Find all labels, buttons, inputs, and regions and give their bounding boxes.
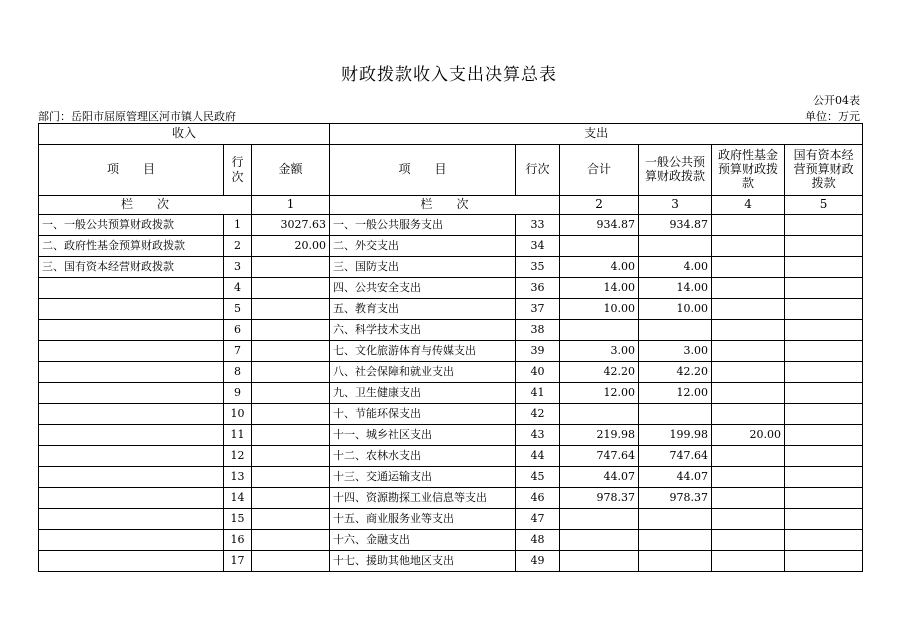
expense-item-cell: 九、卫生健康支出 <box>330 383 516 404</box>
income-item-cell <box>39 341 224 362</box>
income-row-no-cell: 13 <box>224 467 252 488</box>
income-item-cell <box>39 446 224 467</box>
income-item-cell <box>39 467 224 488</box>
gov-fund-cell <box>712 488 785 509</box>
gov-fund-cell <box>712 362 785 383</box>
income-amount-cell <box>252 320 330 341</box>
income-row-no-cell: 1 <box>224 215 252 236</box>
expense-item-cell: 一、一般公共服务支出 <box>330 215 516 236</box>
income-row-no-cell: 15 <box>224 509 252 530</box>
expense-column-label: 栏 次 <box>330 196 560 215</box>
income-item-cell <box>39 530 224 551</box>
expense-item-cell: 十、节能环保支出 <box>330 404 516 425</box>
general-budget-cell: 3.00 <box>639 341 712 362</box>
income-item-header: 项 目 <box>39 145 224 196</box>
income-amount-cell: 20.00 <box>252 236 330 257</box>
total-cell: 219.98 <box>560 425 639 446</box>
general-budget-cell <box>639 404 712 425</box>
expense-item-cell: 二、外交支出 <box>330 236 516 257</box>
general-budget-cell <box>639 236 712 257</box>
expense-section-header: 支出 <box>330 124 863 145</box>
income-row-no-cell: 6 <box>224 320 252 341</box>
gov-fund-cell <box>712 341 785 362</box>
total-cell: 42.20 <box>560 362 639 383</box>
expense-row-no-cell: 36 <box>516 278 560 299</box>
income-row-no-cell: 2 <box>224 236 252 257</box>
soe-capital-cell <box>785 404 863 425</box>
income-amount-cell: 3027.63 <box>252 215 330 236</box>
soe-capital-cell <box>785 215 863 236</box>
income-row-no-cell: 3 <box>224 257 252 278</box>
general-budget-cell <box>639 551 712 572</box>
income-amount-cell <box>252 551 330 572</box>
income-amount-cell <box>252 425 330 446</box>
table-row <box>39 425 863 446</box>
income-item-cell <box>39 383 224 404</box>
total-header: 合计 <box>560 145 639 196</box>
expense-item-cell: 六、科学技术支出 <box>330 320 516 341</box>
income-amount-cell <box>252 257 330 278</box>
table-row <box>39 509 863 530</box>
expense-row-no-cell: 38 <box>516 320 560 341</box>
income-row-no-header <box>224 145 252 196</box>
income-amount-cell <box>252 509 330 530</box>
total-cell: 747.64 <box>560 446 639 467</box>
total-cell: 44.07 <box>560 467 639 488</box>
expense-row-no-cell: 41 <box>516 383 560 404</box>
soe-capital-cell <box>785 320 863 341</box>
general-budget-header: 一般公共预算财政拨款 <box>639 145 712 196</box>
expense-row-no-cell: 44 <box>516 446 560 467</box>
department-label: 部门：岳阳市屈原管理区河市镇人民政府 <box>38 110 236 123</box>
column-number-row <box>39 196 863 215</box>
expense-item-cell: 五、教育支出 <box>330 299 516 320</box>
gov-fund-cell <box>712 215 785 236</box>
total-cell <box>560 320 639 341</box>
expense-row-no-cell: 49 <box>516 551 560 572</box>
total-cell <box>560 551 639 572</box>
table-row <box>39 257 863 278</box>
table-row <box>39 362 863 383</box>
income-row-no-cell: 14 <box>224 488 252 509</box>
table-row <box>39 236 863 257</box>
gov-fund-cell <box>712 383 785 404</box>
total-cell <box>560 530 639 551</box>
soe-capital-cell <box>785 551 863 572</box>
general-budget-cell: 978.37 <box>639 488 712 509</box>
income-amount-cell <box>252 404 330 425</box>
fund-column-number: 4 <box>712 196 785 215</box>
general-budget-cell: 199.98 <box>639 425 712 446</box>
income-row-no-cell: 16 <box>224 530 252 551</box>
general-column-number: 3 <box>639 196 712 215</box>
column-header-row <box>39 145 863 196</box>
income-amount-cell <box>252 467 330 488</box>
table-row <box>39 215 863 236</box>
expense-row-no-cell: 40 <box>516 362 560 383</box>
income-row-no-cell: 17 <box>224 551 252 572</box>
gov-fund-header: 政府性基金预算财政拨款 <box>712 145 785 196</box>
expense-item-cell: 三、国防支出 <box>330 257 516 278</box>
income-item-cell <box>39 551 224 572</box>
income-row-no-cell: 11 <box>224 425 252 446</box>
income-amount-cell <box>252 446 330 467</box>
general-budget-cell: 42.20 <box>639 362 712 383</box>
general-budget-cell: 747.64 <box>639 446 712 467</box>
expense-row-no-cell: 47 <box>516 509 560 530</box>
expense-item-cell: 十七、援助其他地区支出 <box>330 551 516 572</box>
gov-fund-cell <box>712 278 785 299</box>
expense-row-no-cell: 43 <box>516 425 560 446</box>
form-code: 公开04表 <box>813 94 860 107</box>
table-row <box>39 467 863 488</box>
gov-fund-cell <box>712 530 785 551</box>
income-amount-cell <box>252 341 330 362</box>
soe-capital-cell <box>785 257 863 278</box>
soe-capital-cell <box>785 299 863 320</box>
expense-row-no-cell: 42 <box>516 404 560 425</box>
income-item-cell <box>39 362 224 383</box>
total-cell: 978.37 <box>560 488 639 509</box>
income-item-cell: 三、国有资本经营财政拨款 <box>39 257 224 278</box>
budget-summary-table <box>38 123 863 572</box>
income-row-no-cell: 10 <box>224 404 252 425</box>
table-row <box>39 278 863 299</box>
gov-fund-cell <box>712 551 785 572</box>
soe-capital-cell <box>785 362 863 383</box>
expense-item-cell: 十三、交通运输支出 <box>330 467 516 488</box>
income-column-label: 栏 次 <box>39 196 252 215</box>
expense-row-no-cell: 37 <box>516 299 560 320</box>
gov-fund-cell <box>712 509 785 530</box>
table-row <box>39 299 863 320</box>
income-item-cell: 二、政府性基金预算财政拨款 <box>39 236 224 257</box>
expense-row-no-cell: 39 <box>516 341 560 362</box>
soe-capital-cell <box>785 446 863 467</box>
soe-capital-cell <box>785 467 863 488</box>
table-row <box>39 404 863 425</box>
soe-capital-cell <box>785 530 863 551</box>
expense-row-no-cell: 35 <box>516 257 560 278</box>
income-item-cell <box>39 278 224 299</box>
income-row-no-cell: 12 <box>224 446 252 467</box>
expense-row-no-cell: 46 <box>516 488 560 509</box>
income-amount-cell <box>252 362 330 383</box>
total-cell <box>560 509 639 530</box>
total-cell <box>560 236 639 257</box>
table-row <box>39 383 863 404</box>
income-item-cell <box>39 404 224 425</box>
soe-capital-cell <box>785 236 863 257</box>
income-item-cell <box>39 488 224 509</box>
table-row <box>39 320 863 341</box>
section-header-row <box>39 124 863 145</box>
gov-fund-cell <box>712 257 785 278</box>
soe-capital-cell <box>785 488 863 509</box>
general-budget-cell: 14.00 <box>639 278 712 299</box>
total-column-number: 2 <box>560 196 639 215</box>
table-row <box>39 341 863 362</box>
income-row-no-cell: 8 <box>224 362 252 383</box>
expense-item-cell: 七、文化旅游体育与传媒支出 <box>330 341 516 362</box>
general-budget-cell: 12.00 <box>639 383 712 404</box>
total-cell: 3.00 <box>560 341 639 362</box>
income-item-cell <box>39 509 224 530</box>
expense-item-header: 项 目 <box>330 145 516 196</box>
soe-capital-cell <box>785 509 863 530</box>
soe-capital-cell <box>785 425 863 446</box>
expense-row-no-header: 行次 <box>516 145 560 196</box>
soe-capital-cell <box>785 341 863 362</box>
expense-item-cell: 十五、商业服务业等支出 <box>330 509 516 530</box>
table-row <box>39 530 863 551</box>
income-item-cell: 一、一般公共预算财政拨款 <box>39 215 224 236</box>
income-row-no-cell: 5 <box>224 299 252 320</box>
income-row-no-cell: 4 <box>224 278 252 299</box>
income-amount-cell <box>252 299 330 320</box>
income-amount-cell <box>252 488 330 509</box>
gov-fund-cell <box>712 320 785 341</box>
income-row-no-cell: 9 <box>224 383 252 404</box>
total-cell: 14.00 <box>560 278 639 299</box>
expense-item-cell: 十四、资源勘探工业信息等支出 <box>330 488 516 509</box>
soe-capital-cell <box>785 278 863 299</box>
gov-fund-cell <box>712 446 785 467</box>
income-amount-cell <box>252 530 330 551</box>
total-cell: 4.00 <box>560 257 639 278</box>
expense-row-no-cell: 34 <box>516 236 560 257</box>
amount-header: 金额 <box>252 145 330 196</box>
table-row <box>39 446 863 467</box>
general-budget-cell <box>639 320 712 341</box>
expense-row-no-cell: 48 <box>516 530 560 551</box>
general-budget-cell: 10.00 <box>639 299 712 320</box>
income-row-no-cell: 7 <box>224 341 252 362</box>
income-section-header: 收入 <box>39 124 330 145</box>
income-amount-cell <box>252 383 330 404</box>
general-budget-cell: 934.87 <box>639 215 712 236</box>
income-row-no-header-text: 行次 <box>231 155 244 184</box>
expense-item-cell: 十一、城乡社区支出 <box>330 425 516 446</box>
expense-item-cell: 四、公共安全支出 <box>330 278 516 299</box>
income-item-cell <box>39 425 224 446</box>
income-amount-cell <box>252 278 330 299</box>
expense-item-cell: 八、社会保障和就业支出 <box>330 362 516 383</box>
general-budget-cell <box>639 530 712 551</box>
income-item-cell <box>39 299 224 320</box>
amount-column-number: 1 <box>252 196 330 215</box>
expense-row-no-cell: 45 <box>516 467 560 488</box>
gov-fund-cell <box>712 467 785 488</box>
expense-row-no-cell: 33 <box>516 215 560 236</box>
page-title: 财政拨款收入支出决算总表 <box>341 65 557 85</box>
soe-capital-cell <box>785 383 863 404</box>
gov-fund-cell: 20.00 <box>712 425 785 446</box>
gov-fund-cell <box>712 236 785 257</box>
expense-item-cell: 十六、金融支出 <box>330 530 516 551</box>
total-cell <box>560 404 639 425</box>
soe-column-number: 5 <box>785 196 863 215</box>
total-cell: 12.00 <box>560 383 639 404</box>
table-row <box>39 488 863 509</box>
table-row <box>39 551 863 572</box>
total-cell: 10.00 <box>560 299 639 320</box>
unit-label: 单位：万元 <box>805 110 860 123</box>
gov-fund-cell <box>712 299 785 320</box>
gov-fund-cell <box>712 404 785 425</box>
general-budget-cell <box>639 509 712 530</box>
soe-capital-header: 国有资本经营预算财政拨款 <box>785 145 863 196</box>
total-cell: 934.87 <box>560 215 639 236</box>
income-item-cell <box>39 320 224 341</box>
expense-item-cell: 十二、农林水支出 <box>330 446 516 467</box>
general-budget-cell: 44.07 <box>639 467 712 488</box>
general-budget-cell: 4.00 <box>639 257 712 278</box>
